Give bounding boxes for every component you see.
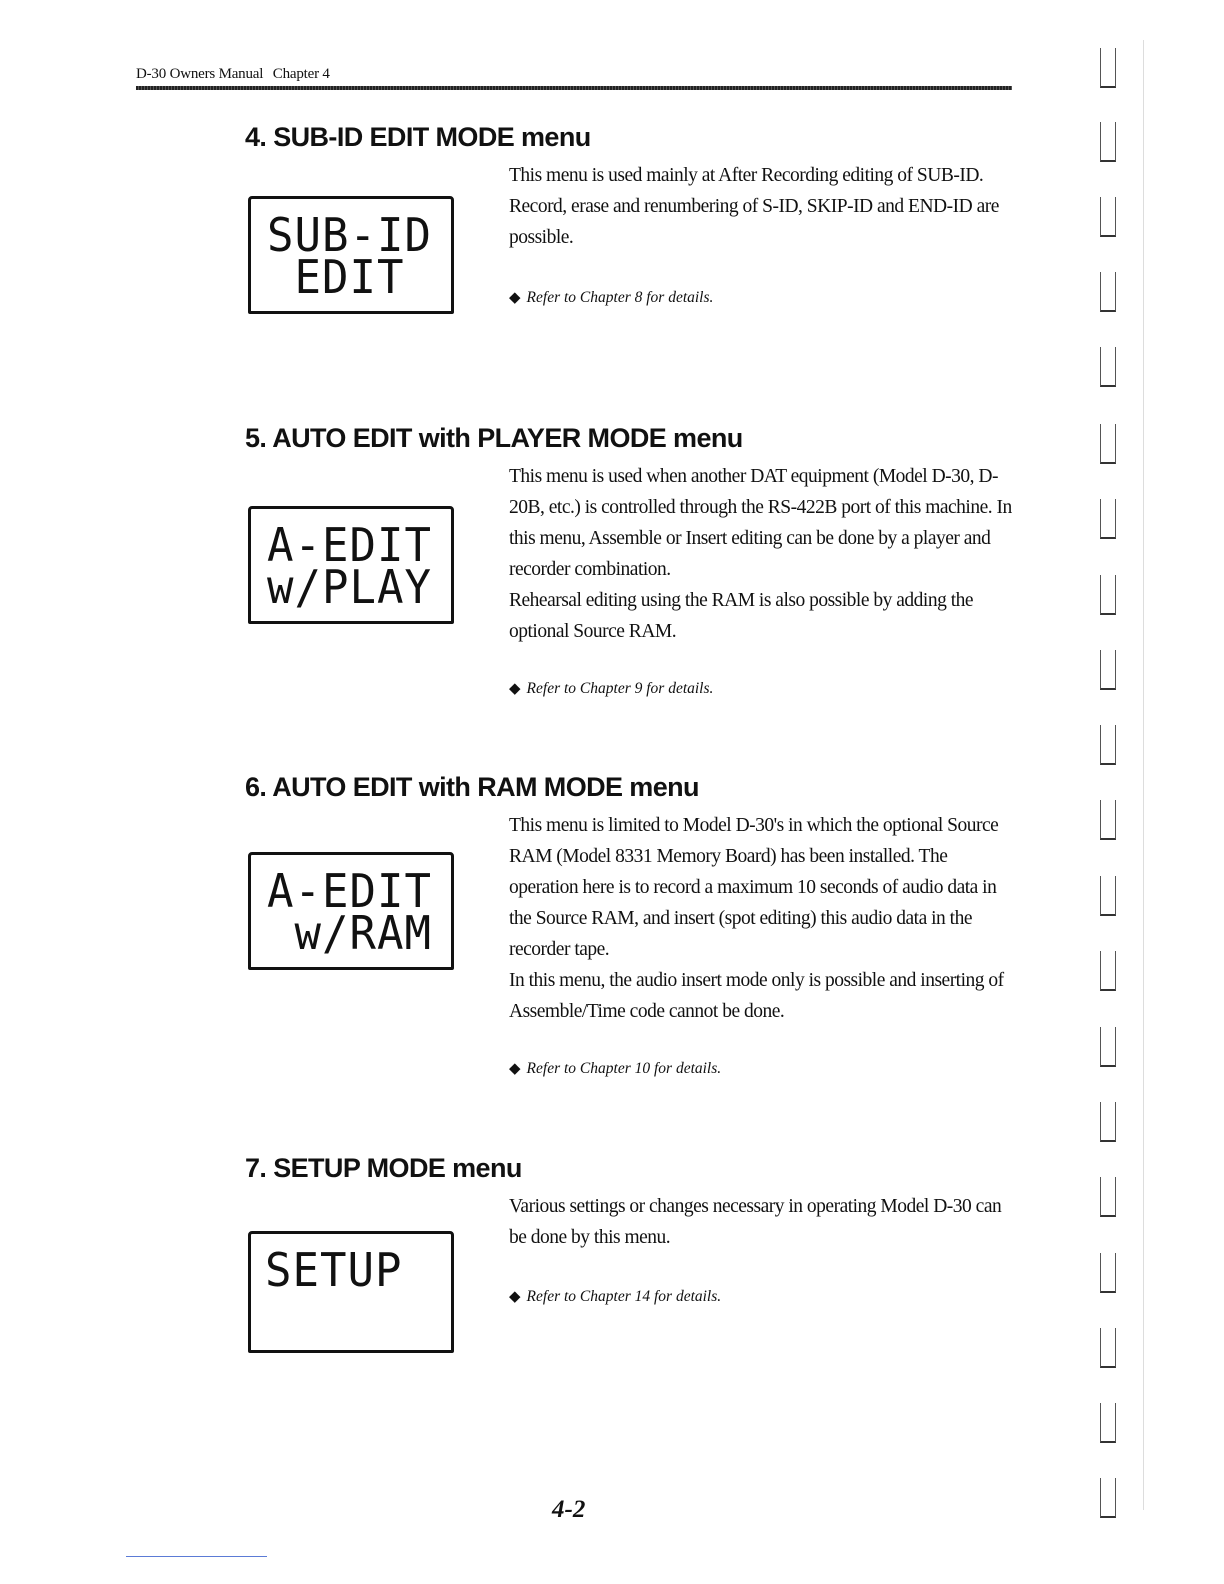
section-title: 5. AUTO EDIT with PLAYER MODE menu (245, 423, 743, 453)
binder-tab (1100, 951, 1116, 991)
binder-tab (1100, 1177, 1116, 1217)
lcd-line-2: EDIT (267, 250, 405, 305)
binder-tab (1100, 48, 1116, 88)
lcd-line-1: A-EDIT (267, 518, 432, 573)
binder-tab (1100, 1253, 1116, 1293)
section-title: 6. AUTO EDIT with RAM MODE menu (245, 772, 699, 802)
header-text (136, 66, 336, 83)
reference-text: Refer to Chapter 10 for details. (526, 1060, 722, 1077)
binder-tab (1100, 650, 1116, 690)
binder-tab (1100, 575, 1116, 615)
lcd-display (248, 1231, 454, 1353)
binder-tab (1100, 876, 1116, 916)
binder-tab (1100, 499, 1116, 539)
lcd-line-2: w/PLAY (267, 560, 432, 615)
binder-tab (1100, 800, 1116, 840)
binder-tab (1100, 1102, 1116, 1142)
page-number: 4-2 (552, 1496, 586, 1523)
chapter-reference (509, 679, 713, 698)
diamond-icon: ◆ (509, 1061, 521, 1077)
description-paragraph: Rehearsal editing using the RAM is also possible by adding the optional Source RAM. (509, 590, 974, 642)
chapter-reference (509, 1287, 721, 1306)
binder-tab (1100, 197, 1116, 237)
manual-title: D-30 Owners Manual (136, 66, 264, 82)
section-title: 4. SUB-ID EDIT MODE menu (245, 122, 591, 152)
chapter-reference (509, 1059, 721, 1078)
chapter-reference (509, 288, 713, 307)
diamond-icon: ◆ (509, 290, 521, 306)
lcd-display (248, 506, 454, 624)
margin-line (1143, 40, 1144, 1510)
footer-link-underline (126, 1556, 267, 1557)
binder-tab (1100, 272, 1116, 312)
diamond-icon: ◆ (509, 1289, 521, 1305)
description-paragraph: In this menu, the audio insert mode only is possible and inserting of Assemble/Time code cannot be done. (509, 970, 1004, 1022)
binder-tab (1100, 725, 1116, 765)
lcd-display (248, 852, 454, 970)
reference-text: Refer to Chapter 9 for details. (526, 680, 714, 697)
description-paragraph: This menu is used when another DAT equipment (Model D-30, D-20B, etc.) is controlled through the RS-422B port of this machine. In this menu, Assemble or Insert editing can be done by a player and recorder combination. (509, 466, 1012, 580)
binder-tab (1100, 1403, 1116, 1443)
binder-tab (1100, 122, 1116, 162)
reference-text: Refer to Chapter 14 for details. (526, 1288, 722, 1305)
binder-tab (1100, 1478, 1116, 1518)
lcd-display (248, 196, 454, 314)
binder-tab (1100, 347, 1116, 387)
section-description (509, 1191, 1019, 1253)
description-paragraph: This menu is used mainly at After Recording editing of SUB-ID. Record, erase and renumbering of S-ID, SKIP-ID and END-ID are possible. (509, 165, 999, 248)
header-rule (136, 86, 1012, 90)
section-description (509, 160, 1019, 253)
description-paragraph: This menu is limited to Model D-30's in which the optional Source RAM (Model 8331 Memory Board) has been installed. The operation here is to record a maximum 10 seconds of audio data in the Source RAM, and insert (spot editing) this audio data in the recorder tape. (509, 815, 999, 960)
chapter-label: Chapter 4 (272, 66, 330, 82)
section-description (509, 810, 1019, 1027)
lcd-line-1: A-EDIT (267, 864, 432, 919)
diamond-icon: ◆ (509, 681, 521, 697)
section-title: 7. SETUP MODE menu (245, 1153, 522, 1183)
description-paragraph: Various settings or changes necessary in operating Model D-30 can be done by this menu. (509, 1196, 1002, 1248)
binder-tab (1100, 424, 1116, 464)
binder-tab (1100, 1027, 1116, 1067)
lcd-line-1: SUB-ID (267, 208, 432, 263)
lcd-line-1: SETUP (265, 1243, 403, 1298)
section-description (509, 461, 1019, 647)
reference-text: Refer to Chapter 8 for details. (526, 289, 714, 306)
lcd-line-2: w/RAM (267, 906, 432, 961)
binder-tab (1100, 1328, 1116, 1368)
